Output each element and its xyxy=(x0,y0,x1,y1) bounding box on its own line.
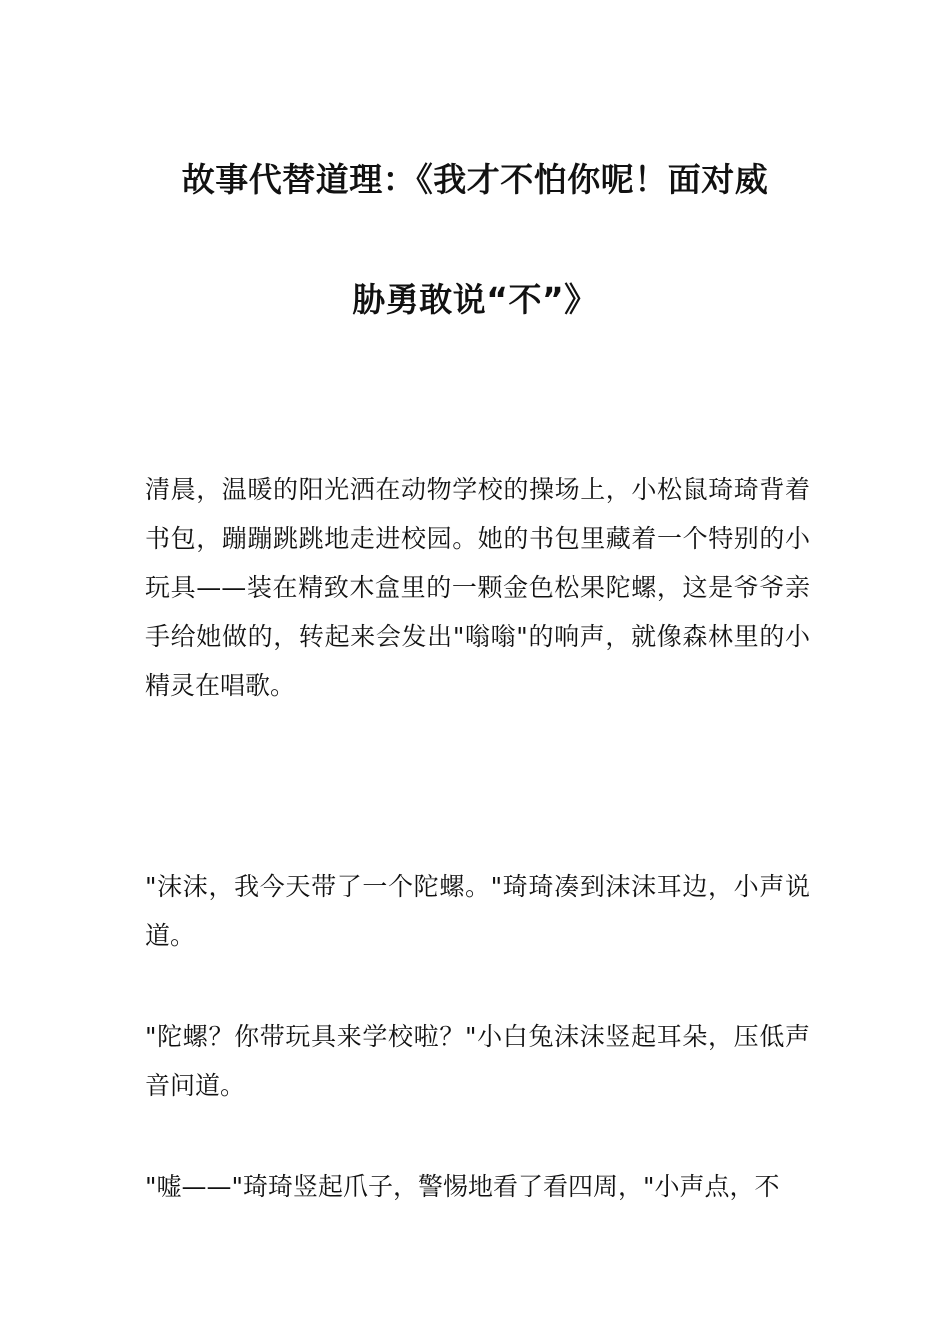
story-paragraph-3: "陀螺？你带玩具来学校啦？"小白兔沫沫竖起耳朵，压低声音问道。 xyxy=(145,1022,810,1100)
story-paragraph-4: "嘘——"琦琦竖起爪子，警惕地看了看四周，"小声点，不 xyxy=(145,1172,780,1201)
story-paragraph-1: 清晨，温暖的阳光洒在动物学校的操场上，小松鼠琦琦背着书包，蹦蹦跳跳地走进校园。她的书包里藏着一个特别的小玩具——装在精致木盒里的一颗金色松果陀螺，这是爷爷亲手给她做的，转起来会发出"嗡嗡"的响声，就像森林里的小精灵在唱歌。 xyxy=(145,475,810,700)
story-paragraph-2: "沫沫，我今天带了一个陀螺。"琦琦凑到沫沫耳边，小声说道。 xyxy=(145,872,810,950)
document-title-line-2: 胁勇敢说“不”》 xyxy=(352,280,598,319)
document-title-line-1: 故事代替道理：《我才不怕你呢！面对威 xyxy=(181,160,769,199)
